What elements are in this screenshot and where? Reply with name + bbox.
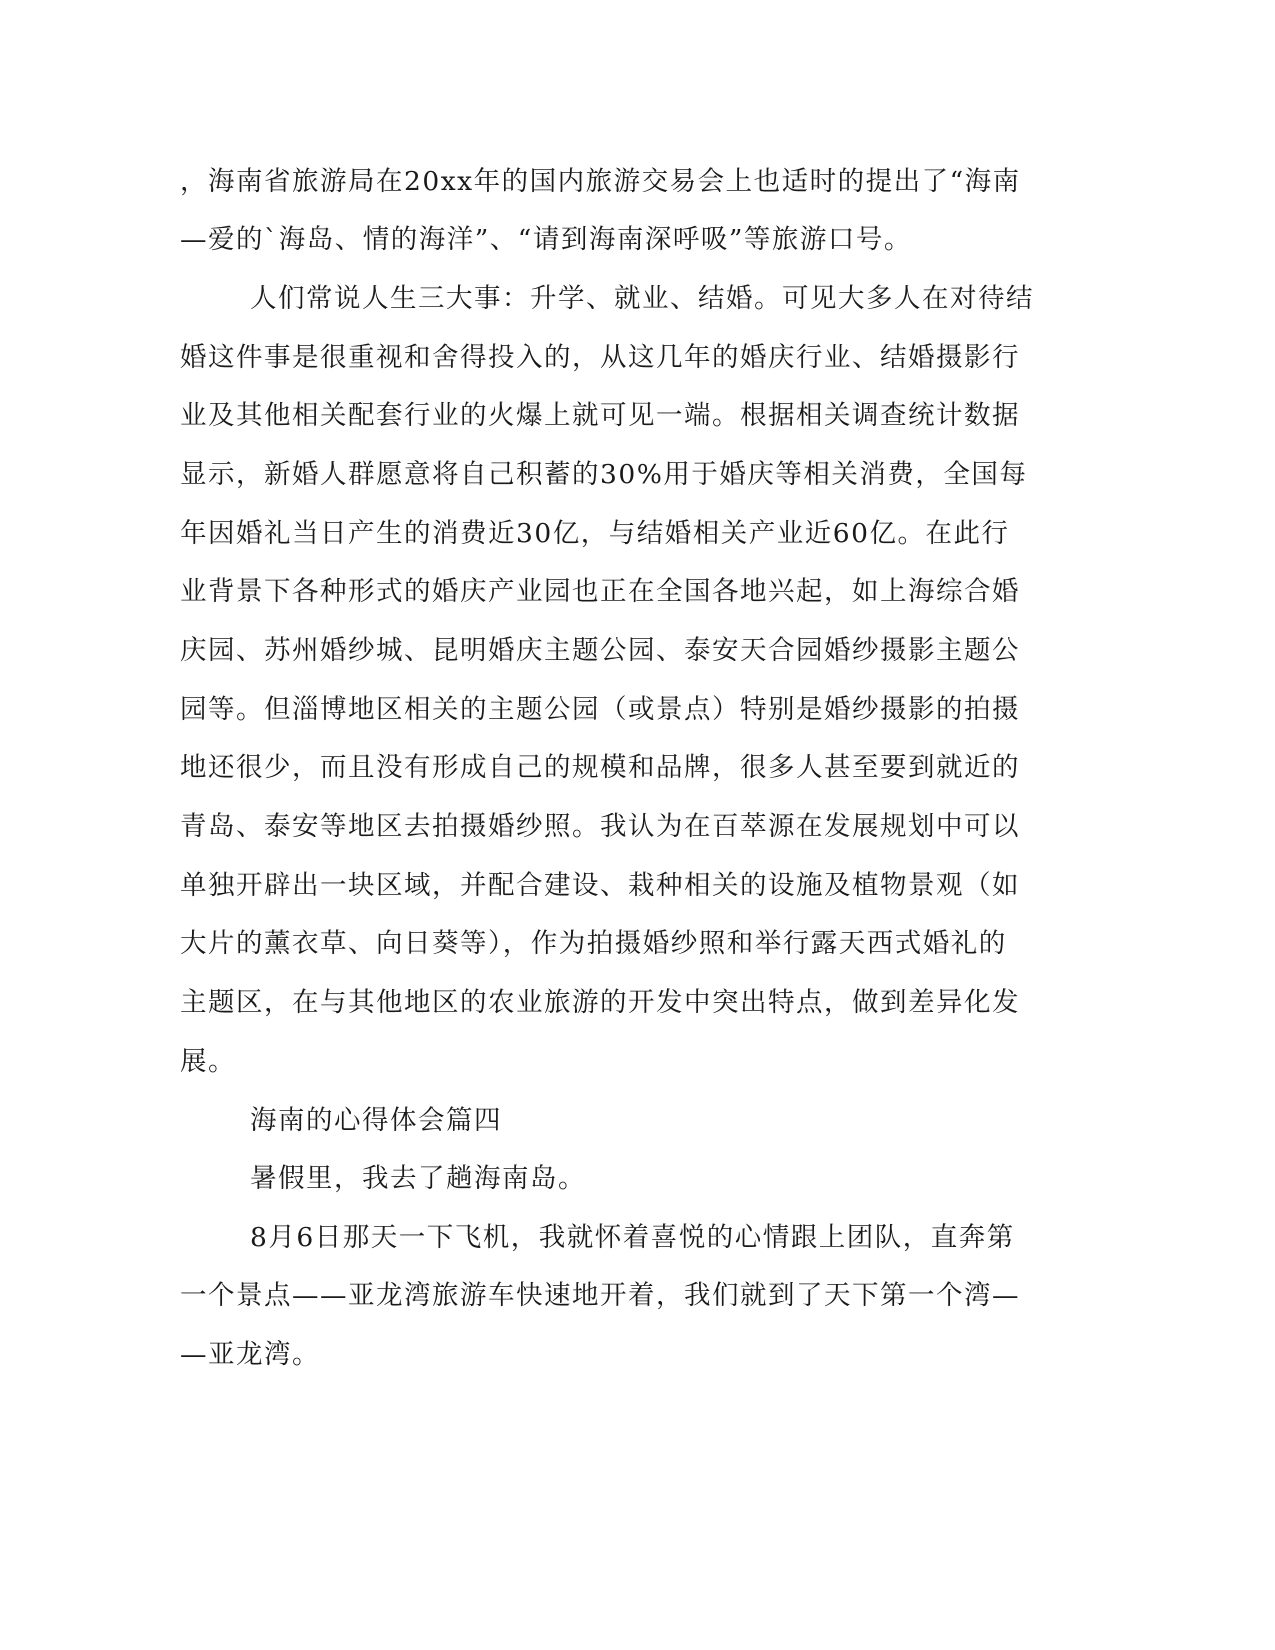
paragraph-line: 显示，新婚人群愿意将自己积蓄的30%用于婚庆等相关消费，全国每 bbox=[180, 459, 1028, 490]
section-heading: 海南的心得体会篇四 bbox=[250, 1105, 502, 1136]
paragraph-line: 青岛、泰安等地区去拍摄婚纱照。我认为在百萃源在发展规划中可以 bbox=[180, 811, 1020, 842]
paragraph-line: 单独开辟出一块区域，并配合建设、栽种相关的设施及植物景观（如 bbox=[180, 870, 1020, 901]
paragraph-line: —亚龙湾。 bbox=[180, 1339, 320, 1370]
paragraph-line: 展。 bbox=[180, 1046, 236, 1077]
paragraph-line: ，海南省旅游局在20xx年的国内旅游交易会上也适时的提出了“海南 bbox=[180, 166, 1021, 197]
paragraph-line: 暑假里，我去了趟海南岛。 bbox=[250, 1163, 586, 1194]
paragraph-line: 业背景下各种形式的婚庆产业园也正在全国各地兴起，如上海综合婚 bbox=[180, 576, 1020, 607]
paragraph-line: 业及其他相关配套行业的火爆上就可见一端。根据相关调查统计数据 bbox=[180, 400, 1020, 431]
paragraph-line: 主题区，在与其他地区的农业旅游的开发中突出特点，做到差异化发 bbox=[180, 987, 1020, 1018]
paragraph-line: 年因婚礼当日产生的消费近30亿，与结婚相关产业近60亿。在此行 bbox=[180, 518, 1010, 549]
paragraph-line: —爱的`海岛、情的海洋”、“请到海南深呼吸”等旅游口号。 bbox=[180, 224, 912, 255]
paragraph-line: 大片的薰衣草、向日葵等），作为拍摄婚纱照和举行露天西式婚礼的 bbox=[180, 928, 1007, 959]
paragraph-line: 人们常说人生三大事：升学、就业、结婚。可见大多人在对待结 bbox=[250, 283, 1034, 314]
paragraph-line: 婚这件事是很重视和舍得投入的，从这几年的婚庆行业、结婚摄影行 bbox=[180, 342, 1020, 373]
paragraph-line: 8月6日那天一下飞机，我就怀着喜悦的心情跟上团队，直奔第 bbox=[250, 1222, 1015, 1253]
paragraph-line: 园等。但淄博地区相关的主题公园（或景点）特别是婚纱摄影的拍摄 bbox=[180, 694, 1020, 725]
paragraph-line: 庆园、苏州婚纱城、昆明婚庆主题公园、泰安天合园婚纱摄影主题公 bbox=[180, 635, 1020, 666]
paragraph-line: 一个景点——亚龙湾旅游车快速地开着，我们就到了天下第一个湾— bbox=[180, 1280, 1020, 1311]
paragraph-line: 地还很少，而且没有形成自己的规模和品牌，很多人甚至要到就近的 bbox=[180, 752, 1020, 783]
